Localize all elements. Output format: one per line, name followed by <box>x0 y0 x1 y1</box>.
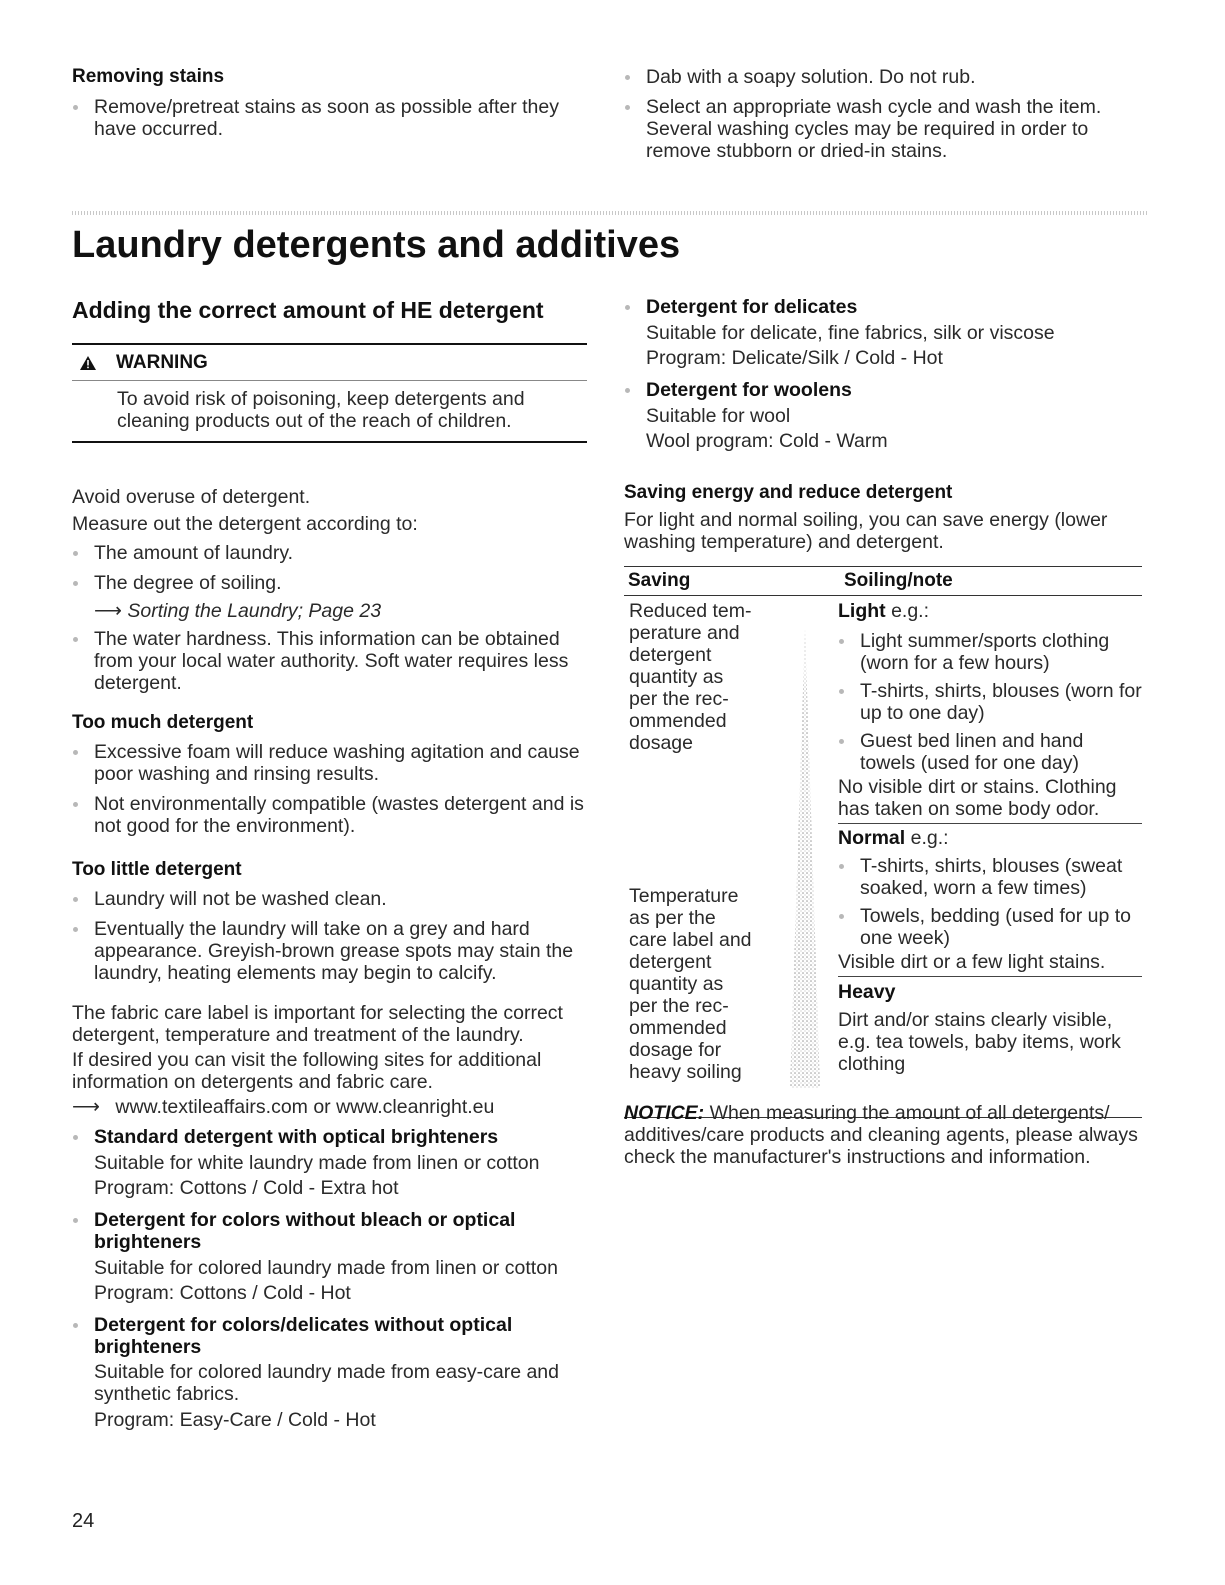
saving-reduced: Reduced tem- perature and detergent quantity as per the rec- ommended dosage <box>629 600 752 754</box>
column-header-soiling: Soiling/note <box>844 570 953 591</box>
increasing-arrow-graphic <box>786 628 824 1088</box>
too-much-heading: Too much detergent <box>72 712 254 733</box>
list-item-text: The degree of soiling. <box>94 572 282 594</box>
list-item <box>72 1314 592 1433</box>
left-column <box>72 486 592 1441</box>
intro-line-2: Measure out the detergent according to: <box>72 513 418 535</box>
soiling-column <box>838 600 1142 1075</box>
detergent-program: Program: Delicate/Silk / Cold - Hot <box>646 347 943 369</box>
list-item: Towels, bedding (used for up to one week) <box>838 905 1142 949</box>
detergent-desc: Suitable for colored laundry made from linen or cotton <box>94 1257 558 1279</box>
warning-label: WARNING <box>116 351 208 373</box>
list-item <box>624 296 1144 371</box>
detergent-name: Detergent for colors without bleach or optical brighteners <box>94 1209 516 1253</box>
measure-list <box>72 542 592 694</box>
care-label-paragraph: The fabric care label is important for selecting the correct detergent, temperature and treatment of the laundry. <box>72 1002 563 1046</box>
removing-stains-section <box>72 66 592 148</box>
column-header-saving: Saving <box>628 570 691 591</box>
arrow-icon: ⟶ <box>72 1096 100 1118</box>
list-item: Select an appropriate wash cycle and wash the item. Several washing cycles may be required in order to remove stubborn or dried-in stains. <box>624 96 1144 162</box>
detergent-program: Program: Cottons / Cold - Extra hot <box>94 1177 399 1199</box>
page-title: Laundry detergents and additives <box>72 224 681 266</box>
list-item <box>624 379 1144 454</box>
section-subtitle: Adding the correct amount of HE detergent <box>72 297 544 323</box>
table-body <box>624 596 1142 1118</box>
heavy-section <box>838 977 1142 1075</box>
soiling-table <box>624 566 1142 1118</box>
detergent-program: Program: Easy-Care / Cold - Hot <box>94 1409 376 1431</box>
detergent-name: Detergent for delicates <box>646 296 858 318</box>
too-little-heading: Too little detergent <box>72 859 242 880</box>
sites-paragraph: If desired you can visit the following sites for additional information on detergents and fabric care. <box>72 1049 542 1093</box>
saving-text: For light and normal soiling, you can save energy (lower washing temperature) and detergent. <box>624 509 1108 553</box>
sites-link[interactable]: www.textileaffairs.com or www.cleanright.eu <box>115 1096 495 1118</box>
saving-heading: Saving energy and reduce detergent <box>624 482 953 503</box>
normal-note: Visible dirt or a few light stains. <box>838 951 1106 973</box>
warning-box <box>72 343 587 443</box>
light-note: No visible dirt or stains. Clothing has taken on some body odor. <box>838 776 1117 820</box>
list-item: T-shirts, shirts, blouses (sweat soaked, worn a few times) <box>838 855 1142 899</box>
detergent-name: Detergent for colors/delicates without optical brighteners <box>94 1314 513 1358</box>
normal-section <box>838 824 1142 976</box>
detergent-desc: Suitable for white laundry made from linen or cotton <box>94 1152 540 1174</box>
sorting-laundry-link[interactable]: Sorting the Laundry; Page 23 <box>127 600 382 622</box>
warning-triangle-icon <box>79 355 97 371</box>
sites-links <box>72 1096 592 1118</box>
page-number: 24 <box>72 1510 95 1532</box>
list-item <box>72 1126 592 1201</box>
list-item: Guest bed linen and hand towels (used for one day) <box>838 730 1142 774</box>
detergent-list-continued <box>624 296 1144 454</box>
removing-stains-heading: Removing stains <box>72 66 225 87</box>
detergent-list <box>72 1126 592 1433</box>
removing-stains-continued <box>624 66 1144 170</box>
eg-label: e.g.: <box>891 600 930 622</box>
warning-text: To avoid risk of poisoning, keep detergents and cleaning products out of the reach of children. <box>72 381 587 443</box>
detergent-program: Wool program: Cold - Warm <box>646 430 888 452</box>
list-item: Laundry will not be washed clean. <box>72 888 592 910</box>
list-item <box>72 572 592 622</box>
table-header <box>624 566 1142 596</box>
detergent-program: Program: Cottons / Cold - Hot <box>94 1282 351 1304</box>
removing-stains-list <box>72 96 592 140</box>
list-item: Remove/pretreat stains as soon as possible after they have occurred. <box>72 96 592 140</box>
detergent-name: Standard detergent with optical brighteners <box>94 1126 499 1148</box>
notice-text: When measuring the amount of all detergents/ additives/care products and cleaning agents, please always check the manufacturer's instructions and information. <box>624 1102 1138 1168</box>
detergent-desc: Suitable for wool <box>646 405 791 427</box>
normal-label: Normal <box>838 827 906 849</box>
list-item: Eventually the laundry will take on a grey and hard appearance. Greyish-brown grease spots may stain the laundry, heating elements may begin to calcify. <box>72 918 592 984</box>
too-little-list <box>72 888 592 984</box>
notice-paragraph <box>624 1102 1144 1168</box>
list-item: Dab with a soapy solution. Do not rub. <box>624 66 1144 88</box>
light-label: Light <box>838 600 886 622</box>
detergent-name: Detergent for woolens <box>646 379 852 401</box>
heavy-text: Dirt and/or stains clearly visible, e.g. tea towels, baby items, work clothing <box>838 1009 1121 1075</box>
list-item: The water hardness. This information can be obtained from your local water authority. Soft water requires less detergent. <box>72 628 592 694</box>
right-column <box>624 296 1144 462</box>
list-item: Excessive foam will reduce washing agitation and cause poor washing and rinsing results. <box>72 741 592 785</box>
heavy-label: Heavy <box>838 981 896 1003</box>
detergent-desc: Suitable for colored laundry made from easy-care and synthetic fabrics. <box>94 1361 559 1405</box>
list-item: Light summer/sports clothing (worn for a few hours) <box>838 630 1142 674</box>
saving-section <box>624 482 1144 553</box>
arrow-icon: ⟶ <box>94 600 122 622</box>
removing-stains-steps <box>624 66 1144 162</box>
detergent-desc: Suitable for delicate, fine fabrics, silk or viscose <box>646 322 1055 344</box>
light-list <box>838 630 1142 774</box>
list-item: T-shirts, shirts, blouses (worn for up to one day) <box>838 680 1142 724</box>
list-item: Not environmentally compatible (wastes detergent and is not good for the environment). <box>72 793 592 837</box>
normal-list <box>838 855 1142 949</box>
too-much-list <box>72 741 592 837</box>
notice-label: NOTICE: <box>624 1102 705 1124</box>
saving-temperature: Temperature as per the care label and detergent quantity as per the rec- ommended dosage for heavy soiling <box>629 885 752 1083</box>
list-item <box>72 1209 592 1306</box>
intro-line-1: Avoid overuse of detergent. <box>72 486 311 508</box>
section-divider <box>72 211 1148 215</box>
light-section <box>838 600 1142 823</box>
list-item: The amount of laundry. <box>72 542 592 564</box>
eg-label: e.g.: <box>910 827 949 849</box>
